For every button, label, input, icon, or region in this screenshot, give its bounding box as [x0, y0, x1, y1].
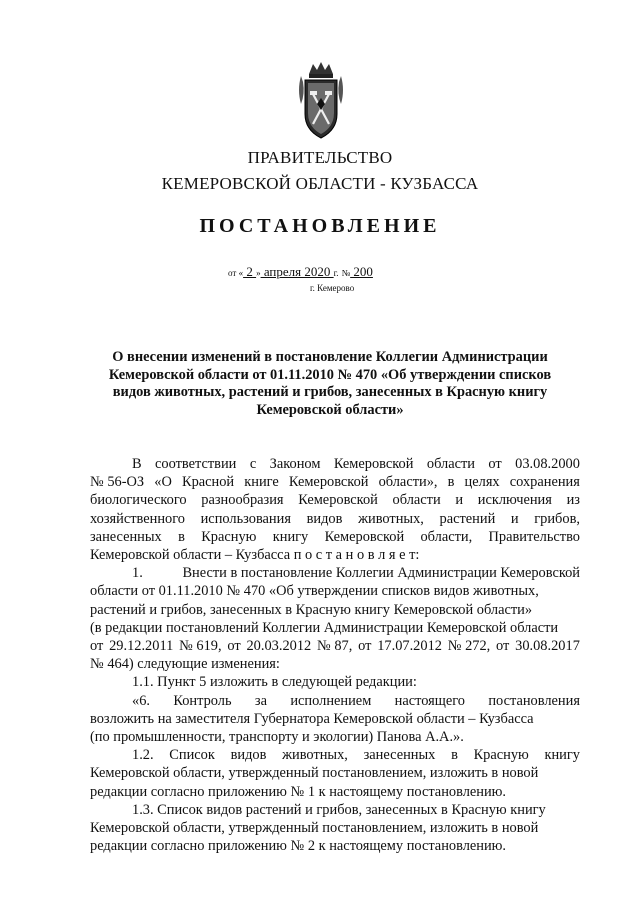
body-line — [90, 564, 580, 582]
body-line — [90, 746, 580, 764]
body-word: Красной — [181, 474, 235, 491]
body-word: книгу — [544, 747, 580, 764]
body-word: Кемеровской — [324, 528, 405, 545]
body-word: книгу — [272, 528, 309, 545]
item-number: 1. — [132, 565, 143, 582]
title-line: Кемеровской области от 01.11.2010 № 470 «Об утверждении списков — [108, 366, 552, 383]
title-line: Кемеровской области» — [256, 401, 404, 418]
date-quote: » — [256, 268, 261, 278]
document-body — [90, 455, 580, 855]
body-word: за — [254, 692, 267, 709]
body-line — [90, 455, 580, 473]
body-line — [90, 473, 580, 491]
body-line: Кемеровской области, утвержденный постановлением, изложить в новой — [90, 820, 539, 837]
body-word: от — [358, 638, 372, 655]
body-word: соответствии — [155, 456, 237, 472]
body-word: 1.2. — [132, 747, 154, 764]
body-line: области от 01.11.2010 № 470 «Об утверждении списков видов животных, — [90, 583, 539, 600]
date-day: 2 — [243, 264, 257, 279]
body-word: Красную — [201, 528, 257, 545]
body-word: целях — [464, 474, 500, 491]
body-word: видов — [230, 747, 267, 764]
body-word: 03.08.2000 — [515, 456, 580, 472]
body-line: Кемеровской области – Кузбасса п о с т а н о в л я е т: — [90, 547, 420, 564]
body-word: Красную — [473, 747, 529, 764]
body-word: сохранения — [509, 474, 580, 491]
body-word: биологического — [90, 492, 187, 509]
body-line: 1.3. Список видов растений и грибов, занесенных в Красную книгу — [132, 801, 546, 818]
title-line: видов животных, растений и грибов, занесенных в Красную книгу — [112, 384, 548, 400]
body-word: № 87, — [317, 638, 353, 655]
body-line — [90, 510, 580, 528]
body-word: № 56-ОЗ — [90, 474, 145, 491]
coat-of-arms-icon — [295, 60, 347, 142]
body-word: № 272, — [447, 638, 491, 655]
body-word: области — [392, 492, 441, 509]
body-word: № 619, — [179, 638, 222, 655]
body-word: в — [451, 747, 458, 764]
body-word: от — [227, 638, 241, 655]
body-line: редакции согласно приложению № 2 к настоящему постановлению. — [90, 838, 507, 855]
body-word: В — [132, 456, 142, 472]
body-word: книге — [244, 474, 279, 491]
body-word: области, — [420, 528, 473, 545]
body-word: исключения — [477, 492, 552, 509]
body-word: Контроль — [173, 692, 232, 709]
number-sign: № — [341, 268, 351, 278]
body-word: с — [249, 456, 257, 472]
body-word: в — [447, 474, 455, 491]
body-word: Кемеровской — [288, 474, 369, 491]
body-word: от — [496, 638, 510, 655]
body-word: 30.08.2017 — [515, 638, 580, 655]
body-word: видов — [306, 510, 343, 527]
document-type: ПОСТАНОВЛЕНИЕ — [199, 215, 441, 237]
date-year-suffix: г. — [333, 268, 339, 278]
document-title — [90, 349, 570, 419]
body-line: растений и грибов, занесенных в Красную книгу Кемеровской области» — [90, 601, 533, 618]
body-word: 29.12.2011 — [109, 638, 174, 655]
body-word: «6. — [132, 692, 150, 709]
body-word: от — [90, 638, 104, 655]
body-word: 17.07.2012 — [377, 638, 442, 655]
body-word: и — [455, 492, 464, 509]
body-word: исполнением — [290, 692, 372, 709]
body-line — [90, 528, 580, 546]
body-line — [90, 637, 580, 655]
body-word: настоящего — [394, 692, 465, 709]
body-word: хозяйственного — [90, 510, 185, 527]
body-word: из — [566, 492, 580, 509]
body-line — [90, 692, 580, 710]
body-word: «О — [154, 474, 172, 491]
body-word: и — [510, 510, 519, 527]
item-text: Внести в постановление Коллегии Администрации Кемеровской — [182, 565, 580, 582]
document-number: 200 — [350, 264, 373, 279]
date-prefix: от « — [228, 268, 244, 278]
government-name-line1: ПРАВИТЕЛЬСТВО — [247, 148, 393, 167]
body-line: № 464) следующие изменения: — [90, 656, 280, 673]
body-word: Правительство — [488, 528, 580, 545]
body-word: Кемеровской — [298, 492, 378, 509]
body-word: области — [426, 456, 475, 472]
body-line: Кемеровской области, утвержденный постановлением, изложить в новой — [90, 765, 539, 782]
body-word: постановления — [488, 692, 580, 709]
body-word: в — [178, 528, 185, 545]
body-word: Список — [169, 747, 215, 764]
body-word: грибов, — [534, 510, 580, 527]
body-word: Законом — [269, 456, 321, 472]
body-word: занесенных — [363, 747, 436, 764]
government-name-line2: КЕМЕРОВСКОЙ ОБЛАСТИ - КУЗБАССА — [161, 174, 479, 193]
title-line: О внесении изменений в постановление Коллегии Администрации — [112, 349, 548, 365]
body-line — [90, 491, 580, 509]
date-month-year: апреля 2020 — [260, 264, 334, 279]
body-word: 20.03.2012 — [246, 638, 312, 655]
date-line — [228, 264, 373, 280]
body-word: животных, — [358, 510, 424, 527]
body-word: занесенных — [90, 528, 162, 545]
body-line: 1.1. Пункт 5 изложить в следующей редакции: — [132, 674, 417, 691]
body-word: разнообразия — [201, 492, 284, 509]
body-word: животных, — [282, 747, 348, 764]
body-word: использования — [200, 510, 291, 527]
body-word: растений — [439, 510, 496, 527]
body-line: (в редакции постановлений Коллегии Администрации Кемеровской области — [90, 619, 559, 636]
body-line: (по промышленности, транспорту и экологии) Панова А.А.». — [90, 729, 464, 746]
city-label: г. Кемерово — [310, 283, 355, 293]
body-line: редакции согласно приложению № 1 к настоящему постановлению. — [90, 783, 507, 800]
body-word: области», — [378, 474, 438, 491]
body-word: Кемеровской — [333, 456, 414, 472]
body-word: от — [488, 456, 502, 472]
body-line: возложить на заместителя Губернатора Кемеровской области – Кузбасса — [90, 710, 534, 727]
